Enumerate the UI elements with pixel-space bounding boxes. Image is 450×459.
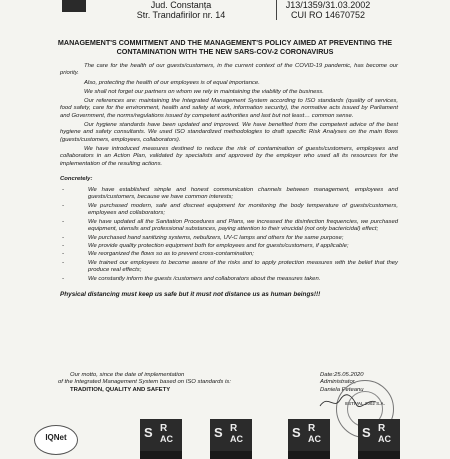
list-item <box>60 203 398 218</box>
closing-statement: Physical distancing must keep us safe but it must not distance us as human beings!!! <box>60 291 321 299</box>
list-item-text: We provide quality protection equipment both for employees and for guests/customers, if applicable; <box>88 242 349 249</box>
bullet-dash: - <box>62 187 64 194</box>
bullet-dash: - <box>62 202 64 209</box>
paragraph: Also, protecting the health of our employees is of equal importance. <box>84 79 260 86</box>
bullet-dash: - <box>62 234 64 241</box>
list-item <box>60 243 398 250</box>
bullet-dash: - <box>62 259 64 266</box>
letterhead-address <box>96 0 266 20</box>
letterhead-divider <box>276 0 277 20</box>
srac-logo-bar <box>210 451 252 459</box>
srac-logo-bar <box>358 451 400 459</box>
bullet-dash: - <box>62 275 64 282</box>
motto-line: of the Integrated Management System based on ISO standards is: <box>58 379 231 386</box>
srac-logo-s: S <box>144 425 153 440</box>
bullet-dash: - <box>62 242 64 249</box>
list-item <box>60 276 398 283</box>
srac-logo-ac: AC <box>230 434 243 444</box>
list-item-text: We trained our employees to become aware of the risks and to apply protection measures with the belief that they produce real effects; <box>88 259 398 274</box>
signature-name: Daniela Peteanu <box>320 386 364 393</box>
paragraph: The care for the health of our guests/customers, in the current context of the COVID-19 pandemic, has become our priority. <box>60 63 398 77</box>
srac-logo-ac: AC <box>160 434 173 444</box>
list-item-text: We purchased modern, safe and discreet equipment for monitoring the body temperature of guests/customers, employees and collaborators; <box>88 202 398 217</box>
measures-list <box>60 187 398 283</box>
list-item-text: We reorganized the flows so as to prevent cross-contamination; <box>88 251 254 258</box>
iqnet-logo-text: IQNet <box>45 433 67 442</box>
address-county: Jud. Constanța <box>150 0 212 10</box>
list-item-text: We purchased hand sanitizing systems, nebulizers, UV-C lamps and others for the same purpose; <box>88 234 344 241</box>
srac-logo-s: S <box>362 425 371 440</box>
motto-line: Our motto, since the date of implementation <box>70 372 185 378</box>
registration-number: J13/1359/31.03.2002 <box>285 0 371 10</box>
company-logo <box>62 0 86 12</box>
srac-logo <box>210 419 252 459</box>
srac-logo-bar <box>288 451 330 459</box>
srac-logo-ac: AC <box>378 434 391 444</box>
srac-logo-bar <box>140 451 182 459</box>
bullet-dash: - <box>62 218 64 225</box>
letterhead-registration <box>278 0 378 20</box>
srac-logo <box>288 419 330 459</box>
srac-logo-s: S <box>214 425 223 440</box>
iqnet-logo <box>34 425 78 455</box>
letterhead <box>0 0 450 22</box>
list-item-text: We constantly inform the guests /customers and collaborators about the measures taken. <box>88 275 321 282</box>
signature-role: Administrator, <box>320 379 357 386</box>
list-item <box>60 251 398 258</box>
srac-logo <box>358 419 400 459</box>
fiscal-code: CUI RO 14670752 <box>290 10 366 20</box>
signature-date: Date:25.05.2020 <box>320 372 364 378</box>
stamp-text: ESTIVAL 2002 S.A. <box>345 401 385 406</box>
document-title: MANAGEMENT'S COMMITMENT AND THE MANAGEMENT'S POLICY AIMED AT PREVENTING THE CONTAMINATION WITH THE NEW SARS-COV-2 CORONAVIRUS <box>57 38 393 56</box>
paragraph: We have introduced measures destined to reduce the risk of contamination of guests/customers, employees and collaborators in an Action Plan, validated by specialists and approved by the employer who used all its resources for the implementation of the resulting actions. <box>60 145 398 167</box>
list-item <box>60 187 398 202</box>
list-item-text: We have updated all the Sanitation Procedures and Plans, we increased the disinfection frequencies, we purchased equipment, utensils and professional substances, paying attention to their virucidal (not only bactericidal) effect; <box>88 218 398 233</box>
srac-logo-s: S <box>292 425 301 440</box>
list-item <box>60 260 398 275</box>
srac-logo-r: R <box>160 423 168 434</box>
srac-logo-r: R <box>230 423 238 434</box>
motto-block <box>58 372 258 394</box>
paragraph: Our references are: maintaining the Integrated Management System according to ISO standards (quality of services, food safety, care for the environment, health and safety at work, information security), the normative acts issued by Parliament and Government, the norms/regulations issued by competent authorities and last but not least… common sense. <box>60 98 398 119</box>
address-street: Str. Trandafirilor nr. 14 <box>136 10 226 20</box>
list-item-text: We have established simple and honest communication channels between management, employees and guests/customers, because we have common interests; <box>88 187 398 201</box>
paragraph: Our hygiene standards have been updated and improved. We have benefited from the competent advice of the best hygiene and safety consultants. We used ISO standardized methodologies to draft specific Risk Analyses on the main flows (guests/customers, employees, collaborators). <box>60 122 398 143</box>
motto-slogan: TRADITION, QUALITY AND SAFETY <box>70 386 171 393</box>
list-item <box>60 219 398 234</box>
paragraph: We shall not forget our partners on whom we rely in maintaining the viability of the business. <box>84 88 324 95</box>
document-body <box>60 63 398 300</box>
srac-logo-ac: AC <box>308 434 321 444</box>
srac-logo <box>140 419 182 459</box>
srac-logo-r: R <box>378 423 386 434</box>
concretely-label: Concretely: <box>60 175 93 182</box>
bullet-dash: - <box>62 251 64 258</box>
srac-logo-r: R <box>308 423 316 434</box>
certification-logos <box>0 405 450 450</box>
list-item <box>60 235 398 242</box>
